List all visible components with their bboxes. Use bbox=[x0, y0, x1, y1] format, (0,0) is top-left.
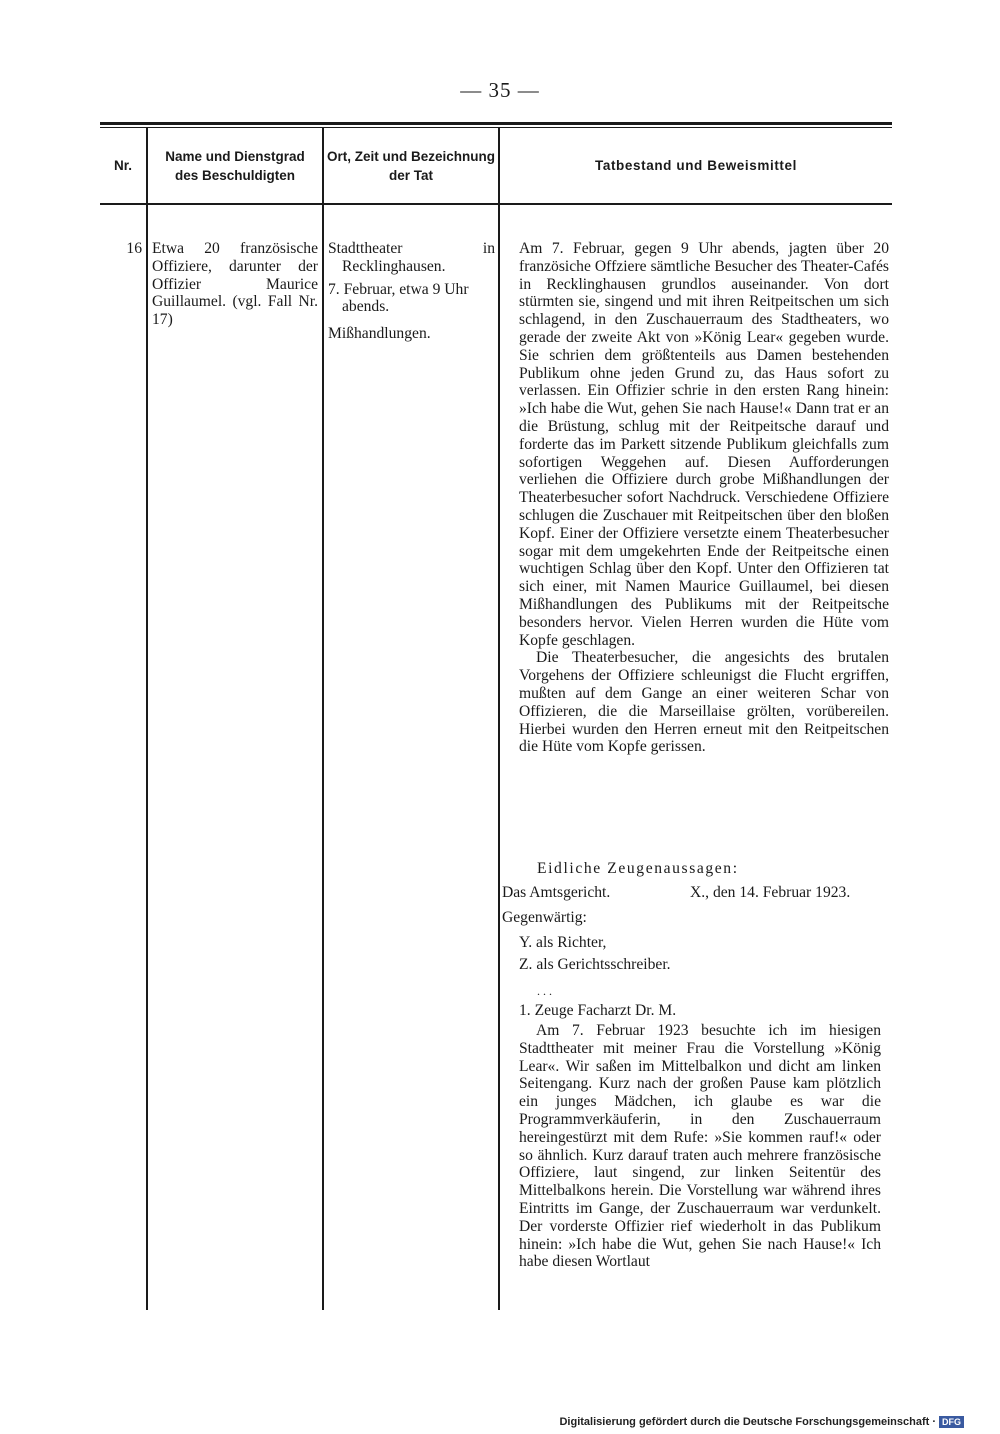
tatbestand-text bbox=[519, 240, 889, 756]
witness-statement bbox=[519, 1022, 881, 1271]
header-name: Name und Dienstgrad des Beschuldigten bbox=[165, 149, 305, 183]
offense-place: Stadttheater in Recklinghausen. bbox=[328, 240, 495, 275]
ellipsis: . . . bbox=[537, 984, 552, 998]
judge-line: Y. als Richter, bbox=[519, 934, 607, 951]
page-number: — 35 — bbox=[460, 78, 540, 102]
footer-text: Digitalisierung gefördert durch die Deutsche Forschungsgemeinschaft · bbox=[559, 1416, 936, 1428]
clerk-line: Z. als Gerichtsschreiber. bbox=[519, 956, 671, 973]
top-double-rule bbox=[100, 122, 892, 125]
dfg-logo-icon: DFG bbox=[939, 1416, 964, 1428]
court-label: Das Amtsgericht. bbox=[502, 884, 611, 901]
column-rule-1 bbox=[146, 128, 148, 1310]
row-number: 16 bbox=[126, 240, 142, 257]
present-label: Gegenwärtig: bbox=[502, 909, 587, 926]
footer-credit bbox=[559, 1416, 964, 1428]
offense-type: Mißhandlungen. bbox=[328, 325, 431, 343]
header-bottom-rule bbox=[100, 203, 892, 205]
header-ort: Ort, Zeit und Bezeichnung der Tat bbox=[327, 149, 495, 183]
column-rule-2 bbox=[322, 128, 324, 1310]
witness-heading: 1. Zeuge Facharzt Dr. M. bbox=[519, 1002, 677, 1019]
offense-place-time bbox=[328, 240, 495, 343]
header-tatbestand: Tatbestand und Beweismittel bbox=[595, 158, 797, 173]
paragraph-2: Die Theaterbesucher, die angesichts des brutalen Vorgehens der Offiziere schleunigst die Flucht ergriffen, mußten auf dem Gange an einer weiteren Schar von Offizieren, die die Marseillaise grölten, vorübereilen. Hierbei wurden den Herren erneut mit den Reitpeitschen die Hüte vom Kopfe gerissen. bbox=[519, 649, 889, 756]
accused-name: Etwa 20 französische Offiziere, darunter der Offizier Maurice Guillaumel. (vgl. Fall Nr. 17) bbox=[152, 240, 318, 329]
paragraph-3: Am 7. Februar 1923 besuchte ich im hiesigen Stadttheater mit meiner Frau die Vorstellung »König Lear«. Wir saßen im Mittelbalkon und dicht am linken Seitengang. Kurz nach der großen Pause kam plötzlich ein junges Mädchen, ich glaube es war die Programmverkäuferin, in den Zuschauerraum hereingestürzt mit dem Rufe: »Sie kommen rauf!« oder so ähnlich. Kurz darauf traten auch mehrere französische Offiziere, laut singend, zur linken Seitentür des Mittelbalkons herein. Die Vorstellung war während ihres Eintritts im Gange, der Zuschauerraum war verdunkelt. Der vorderste Offizier rief wiederholt in das Publikum hinein: »Ich habe die Wut, gehen Sie nach Hause!« Ich habe diesen Wortlaut bbox=[519, 1022, 881, 1271]
place-date: X., den 14. Februar 1923. bbox=[690, 884, 851, 901]
offense-time: 7. Februar, etwa 9 Uhr abends. bbox=[328, 280, 469, 316]
paragraph-1: Am 7. Februar, gegen 9 Uhr abends, jagten über 20 französiche Offziere sämtliche Besucher des Theater-Cafés in Recklinghausen grundlos auseinander. Von dort stürmten sie, singend und mit ihren Reitpeitschen um sich schlagend, in den Zuschauerraum des Stadtheaters, wo gerade der zweite Akt von »König Lear« gegeben wurde. Sie schrien dem größtenteils aus Damen bestehenden Publikum ohne jeden Grund zu, das Haus sofort zu verlassen. Ein Offizier schrie in den ersten Rang hinein: »Ich habe die Wut, gehen Sie nach Hause!« Dann trat er an die Brüstung, schlug mit der Reitpeitsche darauf und forderte das im Parkett sitzende Publikum gleichfalls zum sofortigen Weggehen auf. Diesen Aufforderungen verliehen die Offiziere durch grobe Mißhandlungen der Theaterbesucher sofort Nachdruck. Verschiedene Offiziere schlugen die Zuschauer mit Reitpeitschen über den bloßen Kopf. Einer der Offiziere versetzte einem Theaterbesucher sogar mit dem umgekehrten Ende der Reitpeitsche einen wuchtigen Schlag über den Kopf. Unter den Offizieren tat sich einer, mit Namen Maurice Guillaumel, bei diesen Mißhandlungen des Publikums mit der Reitpeitsche besonders hervor. Vielen Herren wurden die Hüte vom Kopfe geschlagen. bbox=[519, 240, 889, 649]
column-rule-3 bbox=[498, 128, 500, 1310]
section-heading: Eidliche Zeugenaussagen: bbox=[537, 860, 739, 877]
top-rule-thin bbox=[100, 127, 892, 128]
header-nr: Nr. bbox=[113, 158, 132, 173]
